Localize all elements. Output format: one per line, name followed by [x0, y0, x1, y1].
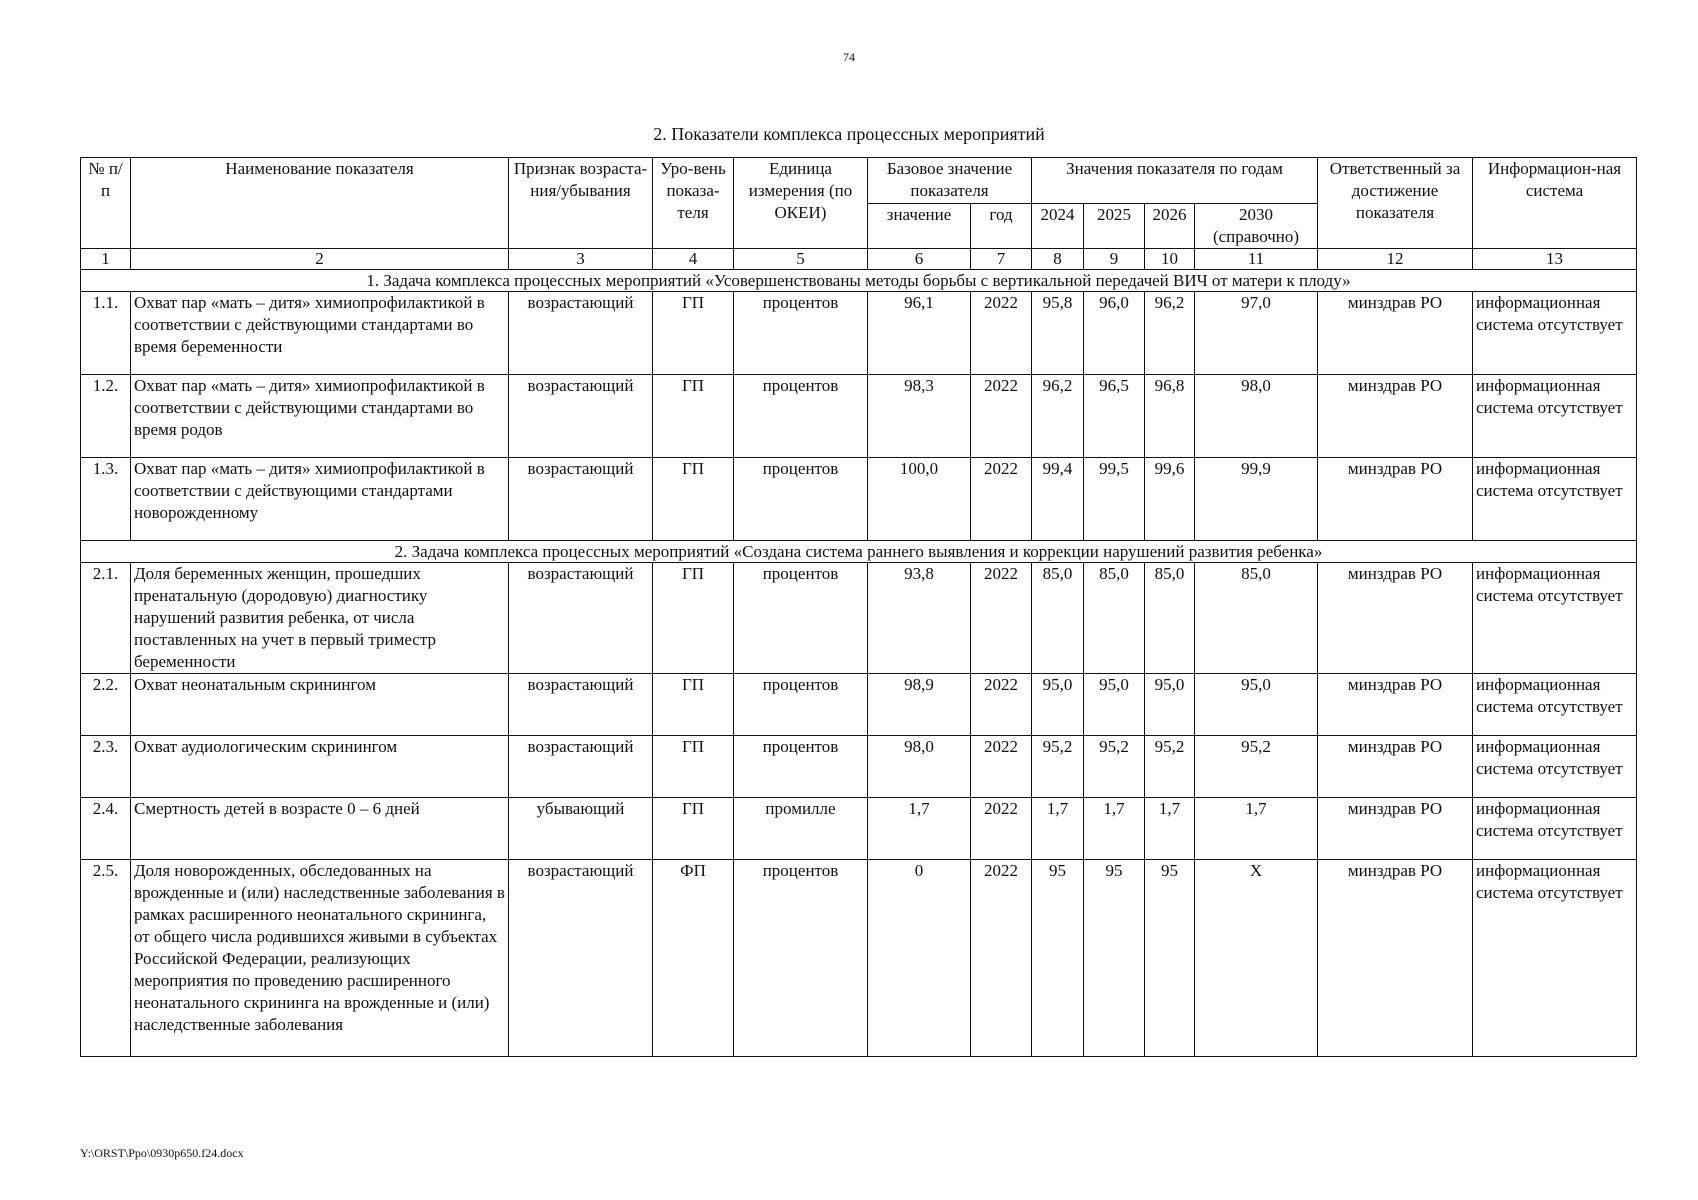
cell-infosys: информационная система отсутствует [1473, 375, 1637, 458]
cell-v2024: 95,2 [1032, 736, 1084, 798]
cell-base-year: 2022 [971, 292, 1032, 375]
cell-level: ГП [653, 798, 734, 860]
cell-v2025: 95,2 [1084, 736, 1145, 798]
table-row [81, 563, 1637, 674]
cell-v2026: 96,2 [1145, 292, 1195, 375]
section-title: 1. Задача комплекса процессных мероприятий «Усовершенствованы методы борьбы с вертикальной передачей ВИЧ от матери к плоду» [81, 270, 1637, 292]
cell-v2025: 99,5 [1084, 458, 1145, 541]
header-2026: 2026 [1145, 203, 1195, 249]
indicators-table [80, 157, 1637, 1057]
cell-responsible: минздрав РО [1318, 798, 1473, 860]
cell-level: ГП [653, 563, 734, 674]
header-years-group: Значения показателя по годам [1032, 158, 1318, 204]
cell-v2030: 98,0 [1195, 375, 1318, 458]
cell-infosys: информационная система отсутствует [1473, 563, 1637, 674]
cell-v2025: 96,0 [1084, 292, 1145, 375]
header-2024: 2024 [1032, 203, 1084, 249]
cell-v2025: 96,5 [1084, 375, 1145, 458]
cell-base-year: 2022 [971, 674, 1032, 736]
section-row [81, 270, 1637, 292]
cell-unit: процентов [734, 736, 868, 798]
cell-v2026: 95,0 [1145, 674, 1195, 736]
cell-v2026: 99,6 [1145, 458, 1195, 541]
cell-base-year: 2022 [971, 563, 1032, 674]
cell-v2026: 96,8 [1145, 375, 1195, 458]
table-row [81, 674, 1637, 736]
cell-level: ГП [653, 375, 734, 458]
column-number: 11 [1195, 249, 1318, 270]
cell-name: Смертность детей в возрасте 0 – 6 дней [131, 798, 509, 860]
cell-num: 2.2. [81, 674, 131, 736]
column-number: 9 [1084, 249, 1145, 270]
header-base-year: год [971, 203, 1032, 249]
cell-num: 1.3. [81, 458, 131, 541]
cell-trend: возрастающий [509, 736, 653, 798]
cell-num: 2.4. [81, 798, 131, 860]
cell-trend: возрастающий [509, 458, 653, 541]
cell-v2026: 1,7 [1145, 798, 1195, 860]
page-number: 74 [843, 50, 855, 64]
cell-base-value: 0 [868, 860, 971, 1057]
cell-name: Охват неонатальным скринингом [131, 674, 509, 736]
cell-name: Охват пар «мать – дитя» химиопрофилактикой в соответствии с действующими стандартами новорожденному [131, 458, 509, 541]
column-number: 2 [131, 249, 509, 270]
cell-infosys: информационная система отсутствует [1473, 458, 1637, 541]
column-number: 1 [81, 249, 131, 270]
cell-unit: процентов [734, 674, 868, 736]
cell-responsible: минздрав РО [1318, 563, 1473, 674]
cell-num: 2.1. [81, 563, 131, 674]
cell-v2025: 95 [1084, 860, 1145, 1057]
cell-v2030: 95,0 [1195, 674, 1318, 736]
header-name: Наименование показателя [131, 158, 509, 249]
table-row [81, 736, 1637, 798]
cell-unit: процентов [734, 458, 868, 541]
cell-v2024: 99,4 [1032, 458, 1084, 541]
cell-responsible: минздрав РО [1318, 458, 1473, 541]
cell-responsible: минздрав РО [1318, 860, 1473, 1057]
header-base-group: Базовое значение показателя [868, 158, 1032, 204]
cell-v2030: 95,2 [1195, 736, 1318, 798]
cell-name: Доля беременных женщин, прошедших пренатальную (дородовую) диагностику нарушений развития ребенка, от числа поставленных на учет в первый триместр беременности [131, 563, 509, 674]
cell-v2026: 95,2 [1145, 736, 1195, 798]
cell-base-value: 96,1 [868, 292, 971, 375]
cell-responsible: минздрав РО [1318, 736, 1473, 798]
cell-base-year: 2022 [971, 458, 1032, 541]
cell-v2026: 85,0 [1145, 563, 1195, 674]
column-number: 13 [1473, 249, 1637, 270]
cell-base-year: 2022 [971, 860, 1032, 1057]
cell-v2024: 95,0 [1032, 674, 1084, 736]
cell-trend: возрастающий [509, 292, 653, 375]
cell-v2024: 85,0 [1032, 563, 1084, 674]
cell-level: ФП [653, 860, 734, 1057]
cell-unit: процентов [734, 563, 868, 674]
cell-v2024: 95,8 [1032, 292, 1084, 375]
document-title: 2. Показатели комплекса процессных мероприятий [653, 124, 1045, 144]
cell-base-value: 98,9 [868, 674, 971, 736]
cell-responsible: минздрав РО [1318, 375, 1473, 458]
table-row [81, 458, 1637, 541]
cell-level: ГП [653, 674, 734, 736]
cell-base-year: 2022 [971, 375, 1032, 458]
header-trend: Признак возраста-ния/убывания [509, 158, 653, 249]
section-title: 2. Задача комплекса процессных мероприятий «Создана система раннего выявления и коррекции нарушений развития ребенка» [81, 541, 1637, 563]
cell-num: 1.1. [81, 292, 131, 375]
cell-unit: процентов [734, 860, 868, 1057]
cell-v2030: 85,0 [1195, 563, 1318, 674]
section-row [81, 541, 1637, 563]
cell-infosys: информационная система отсутствует [1473, 860, 1637, 1057]
cell-responsible: минздрав РО [1318, 674, 1473, 736]
header-unit: Единица измерения (по ОКЕИ) [734, 158, 868, 249]
table-row [81, 292, 1637, 375]
cell-name: Охват пар «мать – дитя» химиопрофилактикой в соответствии с действующими стандартами во время беременности [131, 292, 509, 375]
cell-infosys: информационная система отсутствует [1473, 736, 1637, 798]
file-path-footer: Y:\ORST\Ppo\0930p650.f24.docx [80, 1146, 244, 1160]
cell-num: 1.2. [81, 375, 131, 458]
cell-unit: процентов [734, 292, 868, 375]
header-base-value: значение [868, 203, 971, 249]
cell-name: Охват пар «мать – дитя» химиопрофилактикой в соответствии с действующими стандартами во время родов [131, 375, 509, 458]
header-responsible: Ответственный за достижение показателя [1318, 158, 1473, 249]
cell-name: Охват аудиологическим скринингом [131, 736, 509, 798]
cell-infosys: информационная система отсутствует [1473, 292, 1637, 375]
cell-infosys: информационная система отсутствует [1473, 674, 1637, 736]
cell-v2030: 99,9 [1195, 458, 1318, 541]
cell-v2025: 85,0 [1084, 563, 1145, 674]
cell-responsible: минздрав РО [1318, 292, 1473, 375]
cell-v2030: Х [1195, 860, 1318, 1057]
column-number-row [81, 249, 1637, 270]
cell-trend: убывающий [509, 798, 653, 860]
cell-v2024: 1,7 [1032, 798, 1084, 860]
cell-v2026: 95 [1145, 860, 1195, 1057]
header-num: № п/п [81, 158, 131, 249]
cell-name: Доля новорожденных, обследованных на врожденные и (или) наследственные заболевания в рамках расширенного неонатального скрининга, от общего числа родившихся живыми в субъектах Российской Федерации, реализующих мероприятия по проведению расширенного неонатального скрининга на врожденные и (или) наследственные заболевания [131, 860, 509, 1057]
cell-base-value: 98,3 [868, 375, 971, 458]
cell-infosys: информационная система отсутствует [1473, 798, 1637, 860]
cell-base-year: 2022 [971, 736, 1032, 798]
table-row [81, 860, 1637, 1057]
cell-trend: возрастающий [509, 563, 653, 674]
cell-base-value: 98,0 [868, 736, 971, 798]
cell-base-value: 1,7 [868, 798, 971, 860]
cell-base-value: 93,8 [868, 563, 971, 674]
header-2025: 2025 [1084, 203, 1145, 249]
cell-v2030: 1,7 [1195, 798, 1318, 860]
cell-base-value: 100,0 [868, 458, 971, 541]
cell-level: ГП [653, 458, 734, 541]
column-number: 10 [1145, 249, 1195, 270]
column-number: 5 [734, 249, 868, 270]
cell-level: ГП [653, 736, 734, 798]
column-number: 12 [1318, 249, 1473, 270]
cell-trend: возрастающий [509, 674, 653, 736]
header-level: Уро-вень показа-теля [653, 158, 734, 249]
cell-num: 2.3. [81, 736, 131, 798]
column-number: 4 [653, 249, 734, 270]
header-2030: 2030 (справочно) [1195, 203, 1318, 249]
cell-trend: возрастающий [509, 375, 653, 458]
cell-v2024: 95 [1032, 860, 1084, 1057]
column-number: 7 [971, 249, 1032, 270]
column-number: 6 [868, 249, 971, 270]
cell-v2030: 97,0 [1195, 292, 1318, 375]
cell-v2025: 1,7 [1084, 798, 1145, 860]
table-row [81, 798, 1637, 860]
column-number: 8 [1032, 249, 1084, 270]
header-row-1 [81, 158, 1637, 204]
cell-v2025: 95,0 [1084, 674, 1145, 736]
cell-base-year: 2022 [971, 798, 1032, 860]
cell-unit: процентов [734, 375, 868, 458]
table-row [81, 375, 1637, 458]
cell-unit: промилле [734, 798, 868, 860]
cell-level: ГП [653, 292, 734, 375]
cell-num: 2.5. [81, 860, 131, 1057]
column-number: 3 [509, 249, 653, 270]
header-infosys: Информацион-ная система [1473, 158, 1637, 249]
cell-v2024: 96,2 [1032, 375, 1084, 458]
cell-trend: возрастающий [509, 860, 653, 1057]
